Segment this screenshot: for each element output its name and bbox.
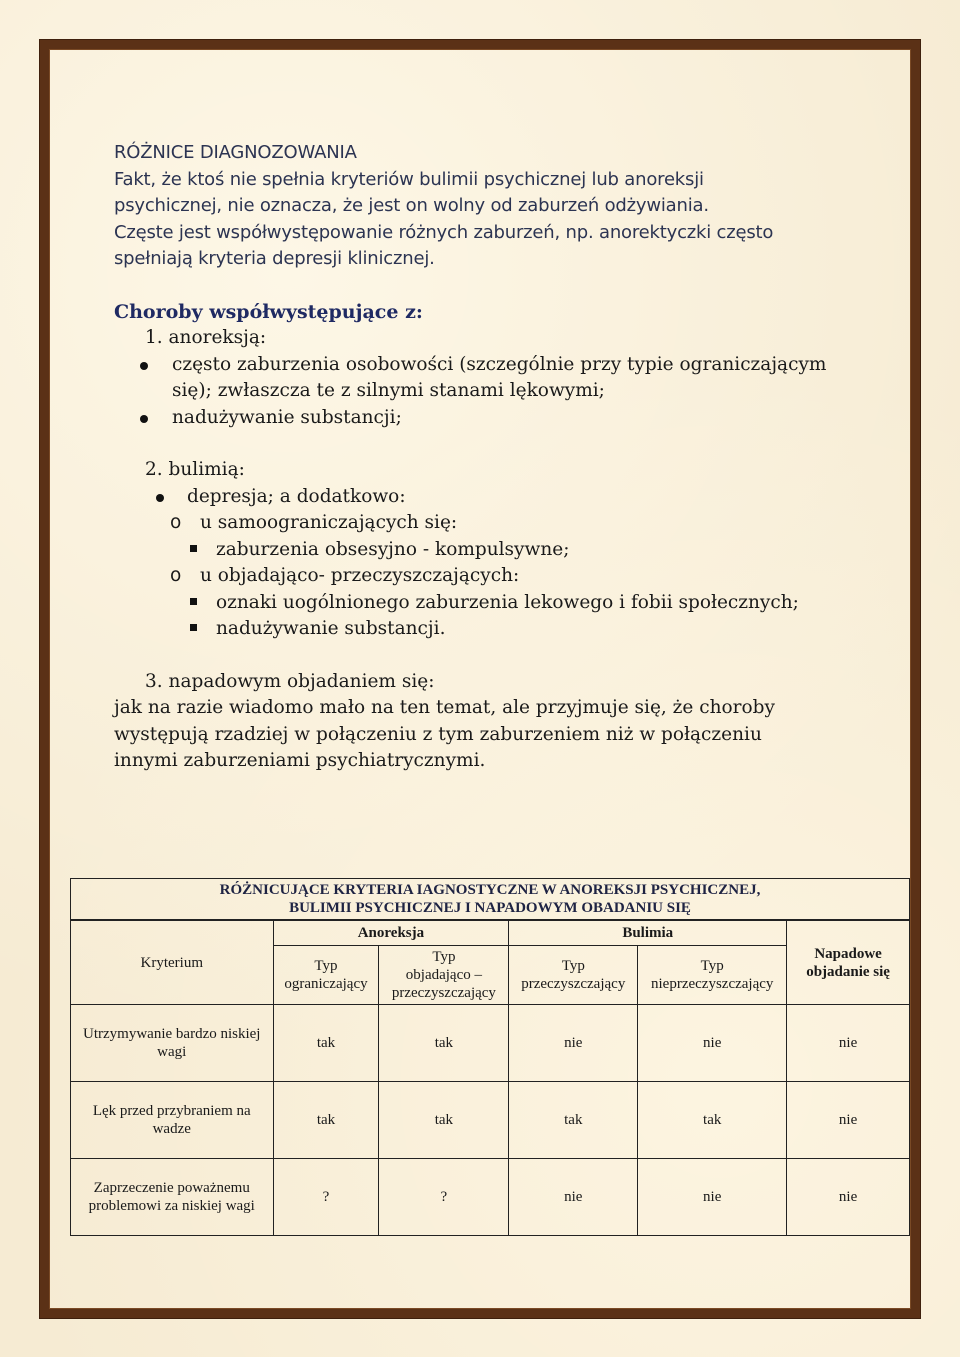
document-body bbox=[114, 140, 854, 775]
table-cell: tak bbox=[379, 1005, 509, 1082]
row-criterion: Utrzymywanie bardzo niskiej wagi bbox=[71, 1005, 274, 1082]
square-bullet-item bbox=[114, 616, 854, 643]
header-type-restrictive: Typ ograniczający bbox=[273, 946, 379, 1005]
table-title: RÓŻNICUJĄCE KRYTERIA IAGNOSTYCZNE W ANOREKSJI PSYCHICZNEJ, BULIMII PSYCHICZNEJ I NAPADOWYM OBADANIU SIĘ bbox=[71, 879, 910, 921]
header-bulimia: Bulimia bbox=[509, 920, 787, 946]
sub-bullet-text: u objadająco- przeczyszczających: bbox=[200, 565, 520, 586]
bullet-text: nadużywanie substancji; bbox=[172, 406, 402, 428]
square-bullet-icon bbox=[190, 624, 197, 631]
bullet-dot-icon bbox=[156, 494, 164, 502]
header-anorexia: Anoreksja bbox=[273, 920, 509, 946]
section2-title: 2. bulimią: bbox=[145, 459, 245, 480]
header-type-purging: Typ przeczyszczający bbox=[509, 946, 638, 1005]
circle-bullet-icon: o bbox=[170, 565, 182, 586]
table-cell: nie bbox=[509, 1005, 638, 1082]
table-row bbox=[71, 1082, 910, 1159]
square-bullet-text: oznaki uogólnionego zaburzenia lekowego i fobii społecznych; bbox=[216, 591, 799, 613]
table-cell: nie bbox=[787, 1159, 910, 1236]
section3-line: występują rzadziej w połączeniu z tym zaburzeniem niż w połączeniu bbox=[114, 723, 762, 745]
table-cell: tak bbox=[273, 1082, 379, 1159]
header-type-nonpurging: Typ nieprzeczyszczający bbox=[638, 946, 787, 1005]
sub-bullet-item bbox=[114, 510, 854, 537]
table-cell: ? bbox=[273, 1159, 379, 1236]
section3-line: innymi zaburzeniami psychiatrycznymi. bbox=[114, 750, 486, 771]
square-bullet-item bbox=[114, 537, 854, 564]
sub-bullet-item bbox=[114, 563, 854, 590]
row-criterion: Zaprzeczenie poważnemu problemowi za niskiej wagi bbox=[71, 1159, 274, 1236]
table-cell: nie bbox=[638, 1159, 787, 1236]
bullet-item bbox=[114, 405, 854, 432]
section-heading: RÓŻNICE DIAGNOZOWANIA bbox=[114, 142, 357, 163]
bullet-dot-icon bbox=[140, 415, 148, 423]
header-binge-eating: Napadowe objadanie się bbox=[787, 920, 910, 1005]
table-cell: nie bbox=[787, 1005, 910, 1082]
header-criterion: Kryterium bbox=[71, 920, 274, 1005]
section1-title: 1. anoreksją: bbox=[145, 327, 267, 348]
table-cell: ? bbox=[379, 1159, 509, 1236]
circle-bullet-icon: o bbox=[170, 512, 182, 533]
header-type-binge-purge: Typ objadająco – przeczyszczający bbox=[379, 946, 509, 1005]
square-bullet-icon bbox=[190, 545, 197, 552]
section3-title: 3. napadowym objadaniem się: bbox=[145, 670, 435, 692]
intro-line: psychicznej, nie oznacza, że jest on wolny od zaburzeń odżywiania. bbox=[114, 195, 709, 216]
section3-line: jak na razie wiadomo mało na ten temat, ale przyjmuje się, że choroby bbox=[114, 697, 775, 718]
bullet-text: depresja; a dodatkowo: bbox=[187, 485, 406, 507]
table-cell: nie bbox=[787, 1082, 910, 1159]
square-bullet-text: nadużywanie substancji. bbox=[216, 618, 446, 639]
intro-line: Częste jest współwystępowanie różnych zaburzeń, np. anorektyczki często bbox=[114, 221, 774, 243]
row-criterion: Lęk przed przybraniem na wadze bbox=[71, 1082, 274, 1159]
intro-line: Fakt, że ktoś nie spełnia kryteriów bulimii psychicznej lub anoreksji bbox=[114, 168, 704, 190]
table-cell: tak bbox=[273, 1005, 379, 1082]
bullet-item bbox=[114, 484, 854, 511]
bullet-dot-icon bbox=[140, 362, 148, 370]
table-row bbox=[71, 1005, 910, 1082]
criteria-table bbox=[70, 878, 910, 1236]
table-cell: tak bbox=[379, 1082, 509, 1159]
table-cell: tak bbox=[638, 1082, 787, 1159]
square-bullet-item bbox=[114, 590, 854, 617]
square-bullet-icon bbox=[190, 598, 197, 605]
bullet-text: się); zwłaszcza te z silnymi stanami lękowymi; bbox=[172, 380, 605, 401]
table-row bbox=[71, 1159, 910, 1236]
table-cell: nie bbox=[638, 1005, 787, 1082]
table-cell: tak bbox=[509, 1082, 638, 1159]
intro-line: spełniają kryteria depresji klinicznej. bbox=[114, 248, 435, 269]
bullet-item bbox=[114, 352, 854, 405]
square-bullet-text: zaburzenia obsesyjno - kompulsywne; bbox=[216, 538, 570, 560]
bullet-text: często zaburzenia osobowości (szczególnie przy typie ograniczającym bbox=[172, 353, 827, 375]
sub-bullet-text: u samoograniczających się: bbox=[200, 512, 458, 533]
comorbid-title: Choroby współwystępujące z: bbox=[114, 300, 423, 323]
table-cell: nie bbox=[509, 1159, 638, 1236]
